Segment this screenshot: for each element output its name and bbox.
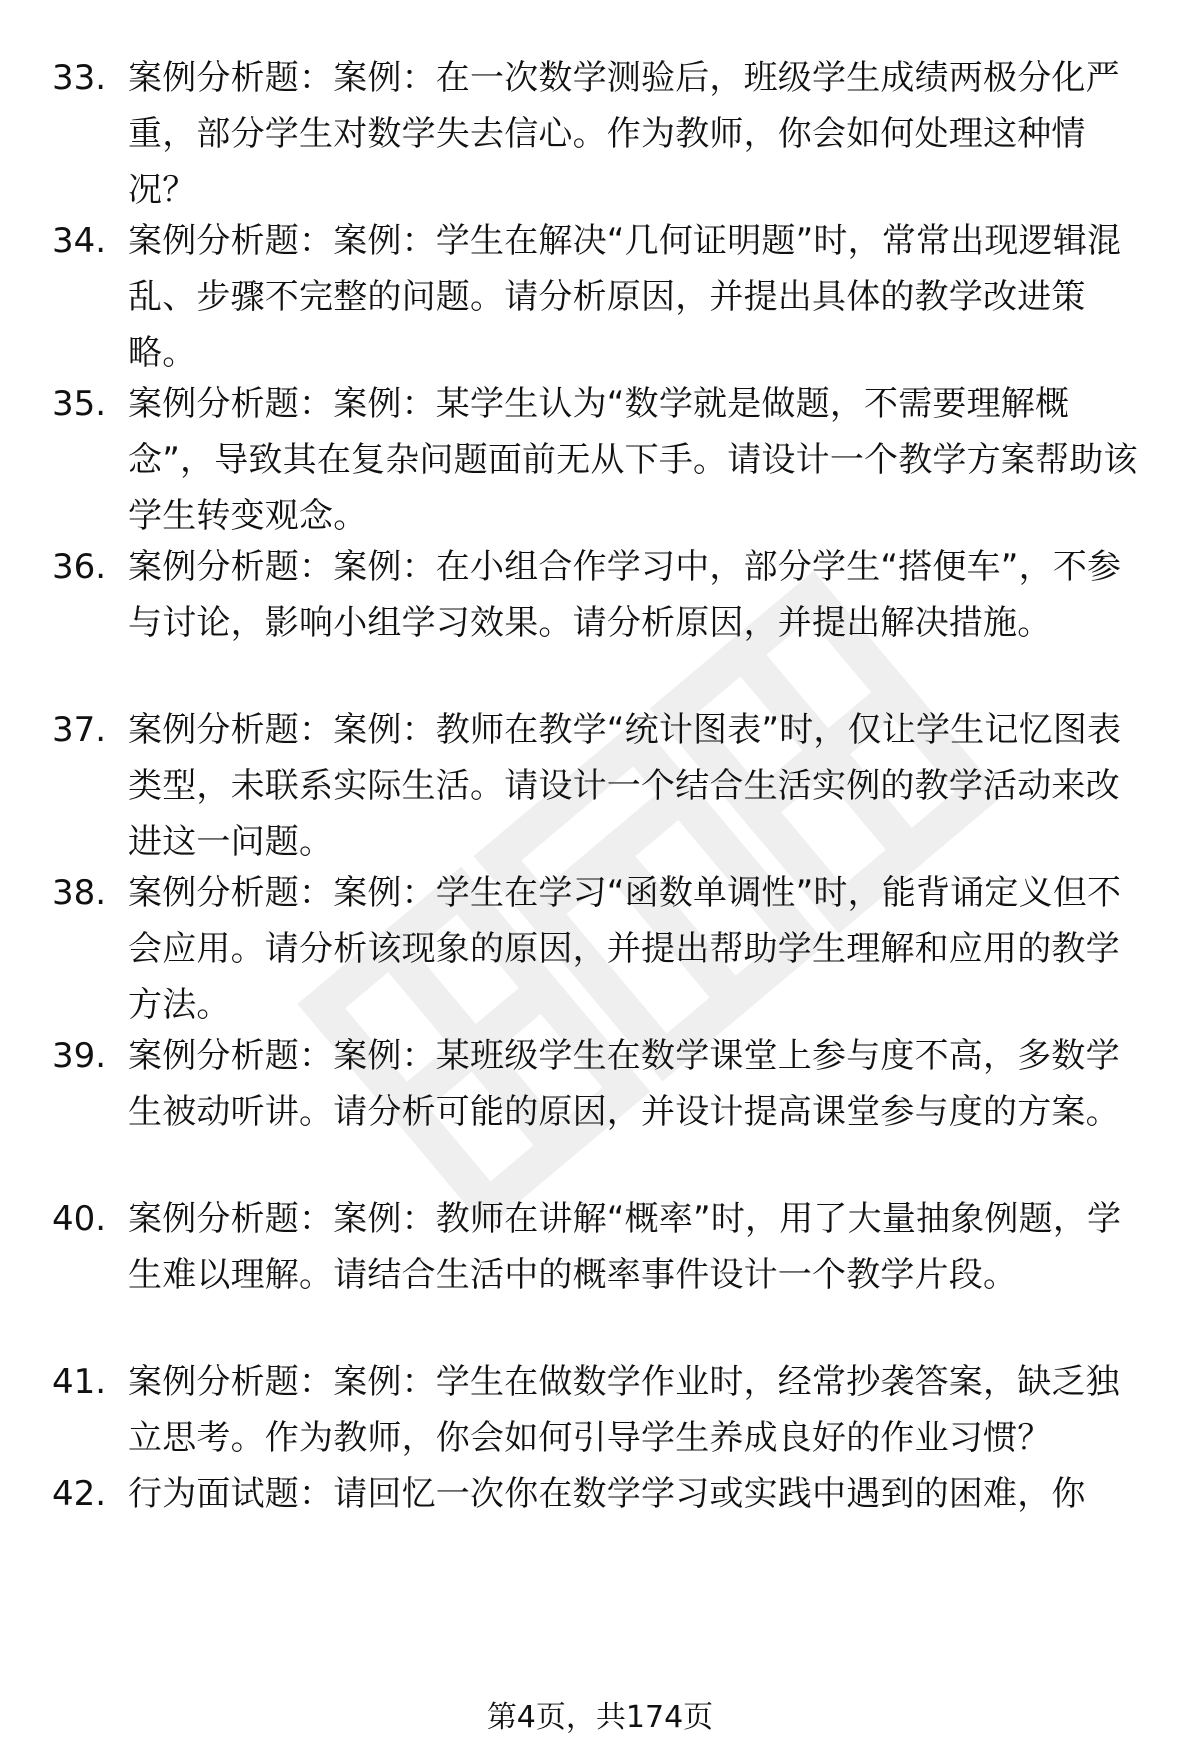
question-number: 40. [52,1199,107,1239]
question-item [52,1028,1152,1140]
question-item [52,213,1152,381]
question-text: 案例分析题：案例：某班级学生在数学课堂上参与度不高，多数学生被动听讲。请分析可能的原因，并设计提高课堂参与度的方案。 [128,1036,1120,1132]
question-item [52,376,1152,544]
question-number: 37. [52,710,107,750]
question-text: 案例分析题：案例：学生在做数学作业时，经常抄袭答案，缺乏独立思考。作为教师，你会如何引导学生养成良好的作业习惯？ [128,1362,1120,1458]
question-item [52,1191,1152,1303]
question-text: 案例分析题：案例：教师在讲解“概率”时，用了大量抽象例题，学生难以理解。请结合生活中的概率事件设计一个教学片段。 [128,1199,1122,1295]
question-text: 案例分析题：案例：某学生认为“数学就是做题，不需要理解概念”，导致其在复杂问题面前无从下手。请设计一个教学方案帮助该学生转变观念。 [128,384,1138,536]
question-number: 39. [52,1036,107,1076]
question-text: 案例分析题：案例：在小组合作学习中，部分学生“搭便车”，不参与讨论，影响小组学习效果。请分析原因，并提出解决措施。 [128,547,1122,643]
question-item [52,702,1152,870]
page-number-footer: 第4页，共174页 [486,1700,714,1735]
question-number: 41. [52,1362,107,1402]
question-number: 34. [52,221,107,261]
question-text: 案例分析题：案例：学生在学习“函数单调性”时，能背诵定义但不会应用。请分析该现象的原因，并提出帮助学生理解和应用的教学方法。 [128,873,1122,1025]
question-number: 36. [52,547,107,587]
question-item [52,865,1152,1033]
question-text: 行为面试题：请回忆一次你在数学学习或实践中遇到的困难，你 [128,1474,1086,1514]
question-text: 案例分析题：案例：学生在解决“几何证明题”时，常常出现逻辑混乱、步骤不完整的问题。请分析原因，并提出具体的教学改进策略。 [128,221,1122,373]
question-item [52,539,1152,651]
question-number: 38. [52,873,107,913]
question-item [52,1466,1152,1522]
question-item [52,1354,1152,1466]
question-number: 42. [52,1474,107,1514]
question-number: 35. [52,384,107,424]
question-text: 案例分析题：案例：教师在教学“统计图表”时，仅让学生记忆图表类型，未联系实际生活。请设计一个结合生活实例的教学活动来改进这一问题。 [128,710,1122,862]
question-text: 案例分析题：案例：在一次数学测验后，班级学生成绩两极分化严重，部分学生对数学失去信心。作为教师，你会如何处理这种情况？ [128,58,1120,210]
question-item [52,50,1152,218]
question-number: 33. [52,58,107,98]
